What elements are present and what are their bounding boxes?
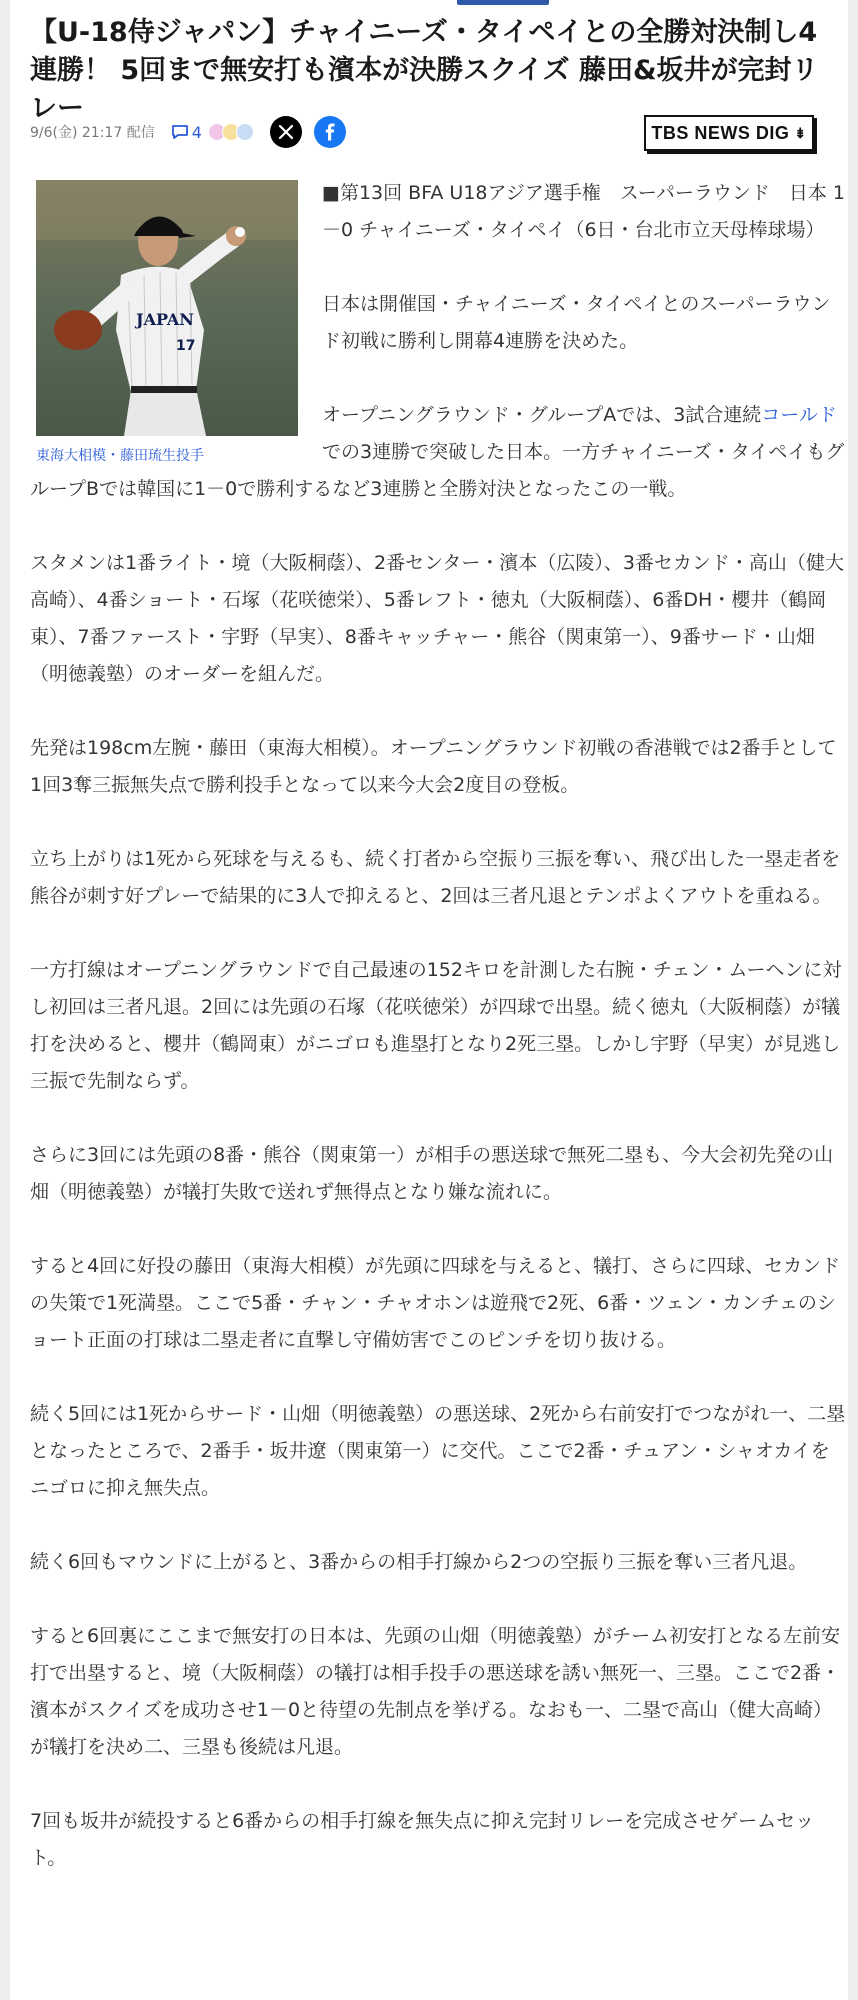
comment-icon [171,124,189,140]
download-arrow-icon: ⇟ [794,124,807,141]
paragraph: 一方打線はオープニングラウンドで自己最速の152キロを計測した右腕・チェン・ムーヘンに対し初回は三者凡退。2回には先頭の石塚（花咲徳栄）が四球で出塁。続く徳丸（大阪桐蔭）が犠打を決めると、櫻井（鶴岡東）がニゴロも進塁打となり2死三塁。しかし宇野（早実）が見逃し三振で先制ならず。 [30,959,842,1092]
paragraph: 立ち上がりは1死から死球を与えるも、続く打者から空振り三振を奪い、飛び出した一塁走者を熊谷が刺す好プレーで結果的に3人で抑えると、2回は三者凡退とテンポよくアウトを重ねる。 [30,848,841,907]
keyword-link-called-game[interactable]: コールド [761,404,837,426]
paragraph-text: オープニングラウンド・グループAでは、3試合連続 [322,404,762,426]
paragraph-text: での3連勝で突破した日本。一方チャイニーズ・タイペイもグループBでは韓国に1－0で勝利するなど3連勝と全勝対決となったこの一戦。 [30,441,845,500]
paragraph: スタメンは1番ライト・境（大阪桐蔭）、2番センター・濱本（広陵）、3番セカンド・高山（健大高崎）、4番ショート・石塚（花咲徳栄）、5番レフト・徳丸（大阪桐蔭）、6番DH・櫻井（鶴岡東）、7番ファースト・宇野（早実）、8番キャッチャー・熊谷（関東第一）、9番サード・山畑（明徳義塾）のオーダーを組んだ。 [30,552,844,685]
publish-date: 9/6(金) 21:17 配信 [30,125,155,141]
paragraph: すると4回に好投の藤田（東海大相模）が先頭に四球を与えると、犠打、さらに四球、セカンドの失策で1死満塁。ここで5番・チャン・チャオホンは遊飛で2死、6番・ツェン・カンチェのショート正面の打球は二塁走者に直撃し守備妨害でこのピンチを切り抜ける。 [30,1255,841,1351]
comment-link[interactable] [171,123,202,142]
image-float-spacer [30,175,322,445]
paragraph: 7回も坂井が続投すると6番からの相手打線を無失点に抑え完封リレーを完成させゲームセット。 [30,1810,815,1869]
tbs-news-dig-logo[interactable] [644,115,814,151]
comment-count: 4 [191,122,202,142]
logo-text: TBS NEWS DIG [651,122,790,143]
paragraph: さらに3回には先頭の8番・熊谷（関東第一）が相手の悪送球で無死二塁も、今大会初先発の山畑（明徳義塾）が犠打失敗で送れず無得点となり嫌な流れに。 [30,1144,834,1203]
paragraph: 続く6回もマウンドに上がると、3番からの相手打線から2つの空振り三振を奪い三者凡退。 [30,1551,808,1573]
share-facebook-button[interactable] [314,116,346,148]
paragraph: 続く5回には1死からサード・山畑（明徳義塾）の悪送球、2死から右前安打でつながれ一、二塁となったところで、2番手・坂井遼（関東第一）に交代。ここで2番・チュアン・シャオカイをニゴロに抑え無失点。 [30,1403,846,1499]
reaction-face-blue [236,123,254,141]
paragraph: 先発は198cm左腕・藤田（東海大相模）。オープニングラウンド初戦の香港戦では2番手として1回3奪三振無失点で勝利投手となって以来今大会2度目の登板。 [30,737,837,796]
facebook-icon [322,123,338,141]
svg-text:17: 17 [176,338,196,354]
share-x-button[interactable] [270,116,302,148]
top-tab-indicator [457,0,549,5]
article-body [30,175,846,1914]
paragraph: 日本は開催国・チャイニーズ・タイペイとのスーパーラウンド初戦に勝利し開幕4連勝を決めた。 [322,293,831,352]
paragraph: すると6回裏にここまで無安打の日本は、先頭の山畑（明徳義塾）がチーム初安打となる左前安打で出塁すると、境（大阪桐蔭）の犠打は相手投手の悪送球を誘い無死一、三塁。ここで2番・濱本がスクイズを成功させ1－0と待望の先制点を挙げる。なおも一、二塁で高山（健大高崎）が犠打を決め二、三塁も後続は凡退。 [30,1625,841,1758]
paragraph: ■第13回 BFA U18アジア選手権 スーパーラウンド 日本 1－0 チャイニーズ・タイペイ（6日・台北市立天母棒球場） [322,182,845,241]
x-icon [278,124,294,140]
reaction-faces-icon[interactable] [208,123,250,141]
article-page [10,0,848,2000]
article-headline: 【U-18侍ジャパン】チャイニーズ・タイペイとの全勝対決制し4連勝！ 5回まで無安打も濱本が決勝スクイズ 藤田&坂井が完封リレー [30,17,819,124]
photo-caption: 東海大相模・藤田琉生投手 [36,448,204,464]
svg-text:JAPAN: JAPAN [136,310,194,329]
